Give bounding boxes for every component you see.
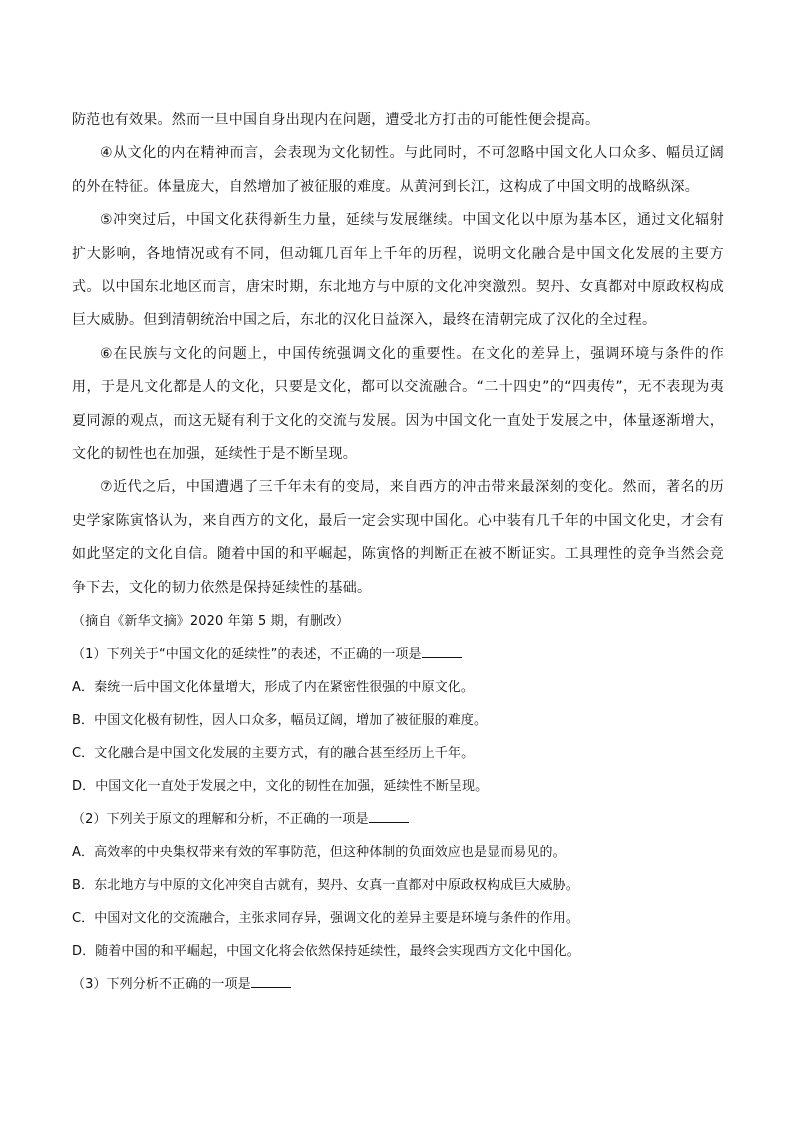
question-3-stem: （3）下列分析不正确的一项是 — [72, 968, 724, 1001]
answer-blank[interactable] — [369, 810, 409, 823]
passage-paragraph-continued: 防范也有效果。然而一旦中国自身出现内在问题，遭受北方打击的可能性便会提高。 — [72, 112, 600, 128]
question-2-option-b: B．东北地方与中原的文化冲突自古就有，契丹、女真一直都对中原政权构成巨大威胁。 — [72, 878, 579, 894]
source-citation: （摘自《新华文摘》2020 年第 5 期，有删改） — [72, 614, 350, 630]
question-1-stem: （1）下列关于“中国文化的延续性”的表述，不正确的一项是 — [72, 638, 724, 671]
passage-paragraph-4: ④从文化的内在精神而言，会表现为文化韧性。与此同时，不可忽略中国文化人口众多、幅员辽阔的外在特征。体量庞大，自然增加了被征服的难度。从黄河到长江，这构成了中国文明的战略纵深。 — [72, 145, 724, 195]
question-1-option-a: A．秦统一后中国文化体量增大，形成了内在紧密性很强的中原文化。 — [72, 680, 474, 696]
passage-paragraph-5: ⑤冲突过后，中国文化获得新生力量，延续与发展继续。中国文化以中原为基本区，通过文化辐射扩大影响，各地情况或有不同，但动辄几百年上千年的历程，说明文化融合是中国文化发展的主要方式。以中国东北地区而言，唐宋时期，东北地方与中原的文化冲突激烈。契丹、女真都对中原政权构成巨大威胁。但到清朝统治中国之后，东北的汉化日益深入，最终在清朝完成了汉化的全过程。 — [72, 212, 724, 329]
question-2-option-a: A．高效率的中央集权带来有效的军事防范，但这种体制的负面效应也是显而易见的。 — [72, 845, 566, 861]
question-2-stem: （2）下列关于原文的理解和分析，不正确的一项是 — [72, 803, 724, 836]
document-page — [72, 104, 724, 1001]
question-2-option-d: D．随着中国的和平崛起，中国文化将会依然保持延续性，最终会实现西方文化中国化。 — [72, 944, 580, 960]
passage-paragraph-7: ⑦近代之后，中国遭遇了三千年未有的变局，来自西方的冲击带来最深刻的变化。然而，著名的历史学家陈寅恪认为，来自西方的文化，最后一定会实现中国化。心中装有几千年的中国文化史，才会有如此坚定的文化自信。随着中国的和平崛起，陈寅恪的判断正在被不断证实。工具理性的竞争当然会竞争下去，文化的韧力依然是保持延续性的基础。 — [72, 479, 724, 596]
question-2-option-c: C．中国对文化的交流融合，主张求同存异，强调文化的差异主要是环境与条件的作用。 — [72, 911, 579, 927]
answer-blank[interactable] — [251, 975, 291, 988]
question-1-option-b: B．中国文化极有韧性，因人口众多，幅员辽阔，增加了被征服的难度。 — [72, 713, 488, 729]
passage-paragraph-6: ⑥在民族与文化的问题上，中国传统强调文化的重要性。在文化的差异上，强调环境与条件的作用，于是凡文化都是人的文化，只要是文化，都可以交流融合。“二十四史”的“四夷传”，无不表现为夷夏同源的观点，而这无疑有利于文化的交流与发展。因为中国文化一直处于发展之中，体量逐渐增大，文化的韧性也在加强，延续性于是不断呈现。 — [72, 345, 724, 463]
answer-blank[interactable] — [422, 645, 462, 658]
question-1-option-d: D．中国文化一直处于发展之中，文化的韧性在加强，延续性不断呈现。 — [72, 779, 489, 795]
question-1-option-c: C．文化融合是中国文化发展的主要方式，有的融合甚至经历上千年。 — [72, 746, 475, 762]
